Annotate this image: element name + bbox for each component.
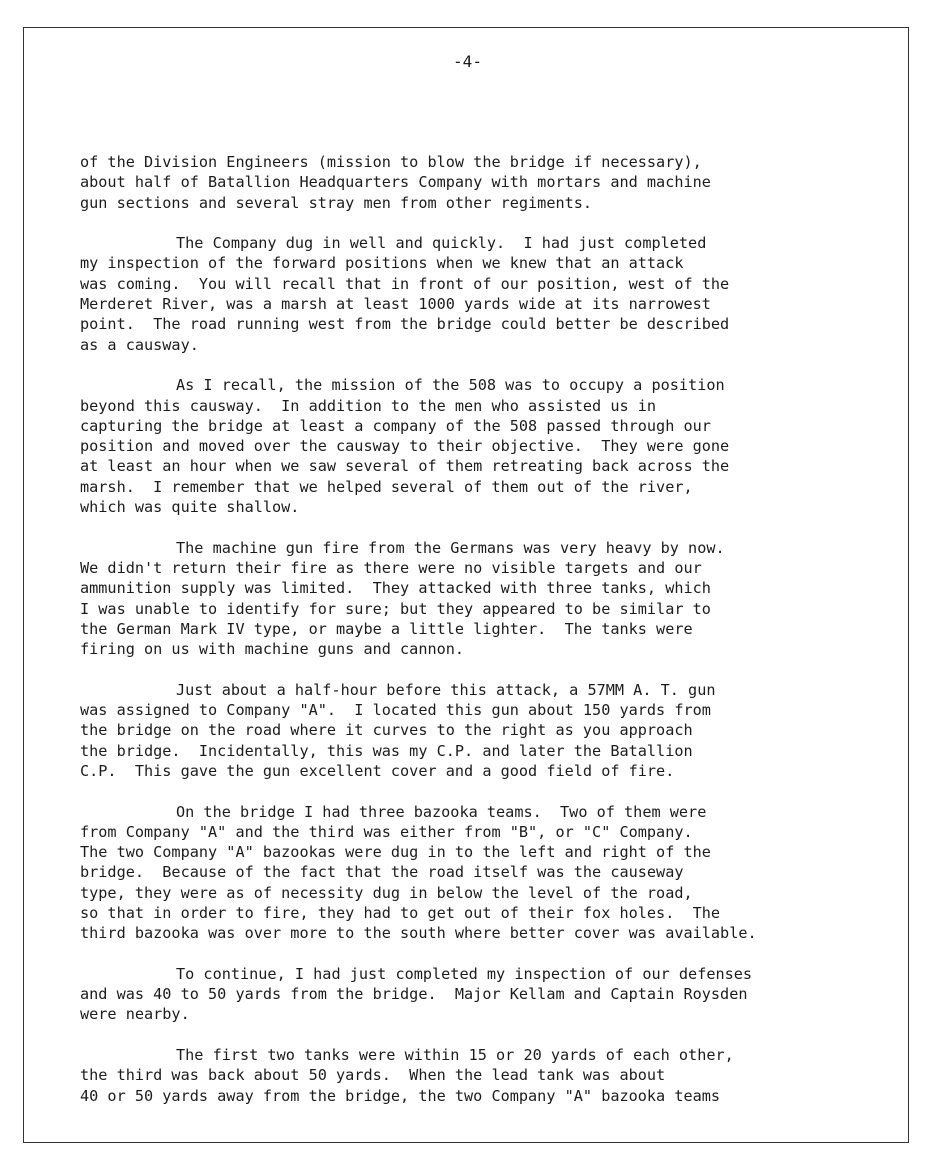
paragraph-4: The machine gun fire from the Germans was very heavy by now. We didn't return their fire as there were no visible targets and our ammunition supply was limited. They attacked with three tanks, which I was unable to identify for sure; but they appeared to be similar to the German Mark IV type, or maybe a little lighter. The tanks were firing on us with machine guns and cannon. bbox=[80, 538, 725, 659]
document-body bbox=[80, 152, 850, 1106]
paragraph-5: Just about a half-hour before this attack, a 57MM A. T. gun was assigned to Company "A". I located this gun about 150 yards from the bridge on the road where it curves to the right as you approach the bridge. Incidentally, this was my C.P. and later the Batallion C.P. This gave the gun excellent cover and a good field of fire. bbox=[80, 680, 716, 780]
page-number: -4- bbox=[453, 52, 482, 71]
paragraph-2: The Company dug in well and quickly. I had just completed my inspection of the forward positions when we knew that an attack was coming. You will recall that in front of our position, west of the Merderet River, was a marsh at least 1000 yards wide at its narrowest point. The road running west from the bridge could better be described as a causway. bbox=[80, 234, 730, 354]
paragraph-1: of the Division Engineers (mission to blow the bridge if necessary), about half of Batallion Headquarters Company with mortars and machine gun sections and several stray men from other regiments. bbox=[80, 153, 711, 212]
paragraph-3: As I recall, the mission of the 508 was to occupy a position beyond this causway. In addition to the men who assisted us in capturing the bridge at least a company of the 508 passed through our position and moved over the causway to their objective. They were gone at least an hour when we saw several of them retreating back across the marsh. I remember that we helped several of them out of the river, which was quite shallow. bbox=[80, 376, 730, 517]
paragraph-6: On the bridge I had three bazooka teams. Two of them were from Company "A" and the third was either from "B", or "C" Company. The two Company "A" bazookas were dug in to the left and right of the bridge. Because of the fact that the road itself was the causeway type, they were as of necessity dug in below the level of the road, so that in order to fire, they had to get out of their fox holes. The third bazooka was over more to the south where better cover was available. bbox=[80, 802, 757, 943]
paragraph-8: The first two tanks were within 15 or 20 yards of each other, the third was back about 50 yards. When the lead tank was about 40 or 50 yards away from the bridge, the two Company "A" bazooka teams bbox=[80, 1046, 734, 1105]
paragraph-7: To continue, I had just completed my inspection of our defenses and was 40 to 50 yards from the bridge. Major Kellam and Captain Roysden were nearby. bbox=[80, 964, 753, 1024]
